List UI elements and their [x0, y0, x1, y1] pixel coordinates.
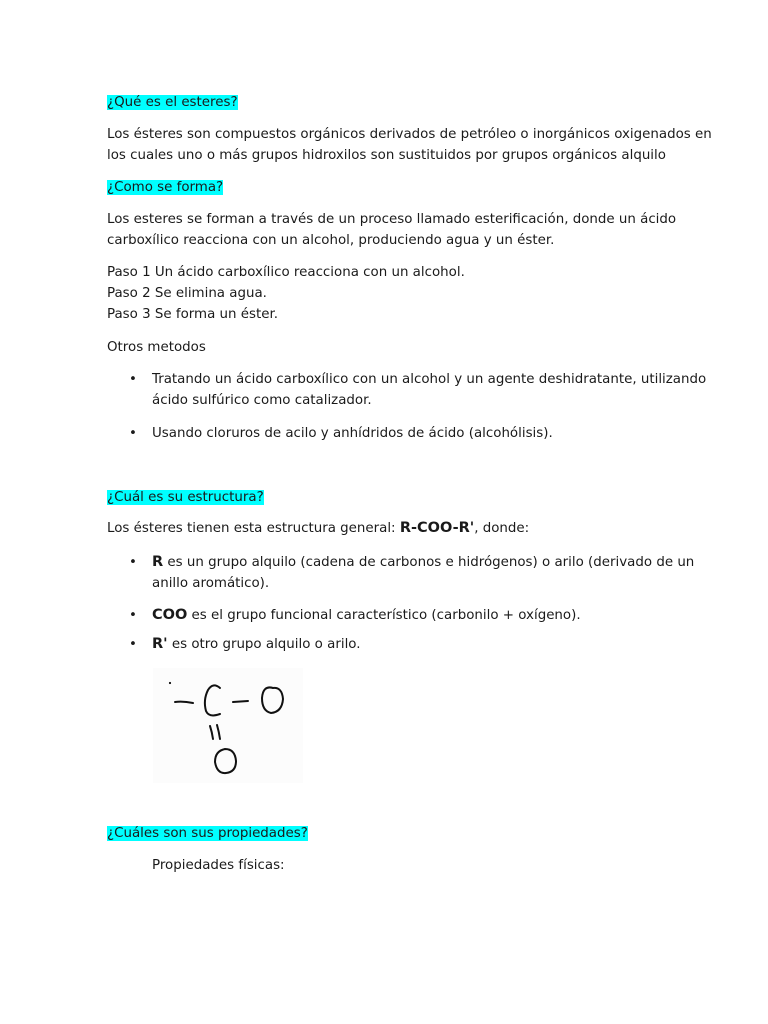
- method-bullet-2: Usando cloruros de acilo y anhídridos de ácido (alcohólisis).: [152, 426, 553, 441]
- paragraph-formation: Los esteres se forman a través de un proceso llamado esterificación, donde un ácido carboxílico reacciona con un alcohol, produciendo agua y un éster.: [107, 212, 677, 248]
- subheading-propiedades-fisicas: Propiedades físicas:: [152, 858, 285, 873]
- structure-bullet-r-prime: R' es otro grupo alquilo o arilo.: [152, 636, 361, 652]
- step-1: Paso 1 Un ácido carboxílico reacciona con un alcohol.: [107, 265, 465, 280]
- hand-drawn-ester-group: [153, 668, 303, 783]
- heading-como-se-forma: ¿Como se forma?: [107, 180, 224, 195]
- steps-list: [107, 262, 465, 325]
- step-3: Paso 3 Se forma un éster.: [107, 307, 279, 322]
- structure-bullet-r: R es un grupo alquilo (cadena de carbonos e hidrógenos) o arilo (derivado de un anillo aromático).: [152, 554, 695, 591]
- bullet-marker: •: [129, 555, 137, 570]
- general-formula: R-COO-R': [399, 520, 475, 536]
- method-bullet-1: Tratando un ácido carboxílico con un alcohol y un agente deshidratante, utilizando ácido sulfúrico como catalizador.: [152, 372, 707, 408]
- heading-estructura: ¿Cuál es su estructura?: [107, 490, 264, 505]
- bullet-marker: •: [129, 608, 137, 623]
- structure-intro: Los ésteres tienen esta estructura general: R-COO-R', donde:: [107, 520, 530, 536]
- bullet-marker: •: [129, 372, 137, 387]
- heading-que-es: ¿Qué es el esteres?: [107, 95, 238, 110]
- heading-propiedades: ¿Cuáles son sus propiedades?: [107, 826, 308, 841]
- other-methods-label: Otros metodos: [107, 340, 206, 355]
- ester-structure-drawing: [153, 668, 303, 783]
- bullet-marker: •: [129, 426, 137, 441]
- step-2: Paso 2 Se elimina agua.: [107, 286, 267, 301]
- structure-bullet-coo: COO es el grupo funcional característico (carbonilo + oxígeno).: [152, 607, 581, 623]
- bullet-marker: •: [129, 637, 137, 652]
- paragraph-definition: Los ésteres son compuestos orgánicos derivados de petróleo o inorgánicos oxigenados en los cuales uno o más grupos hidroxilos son sustituidos por grupos orgánicos alquilo: [107, 127, 712, 163]
